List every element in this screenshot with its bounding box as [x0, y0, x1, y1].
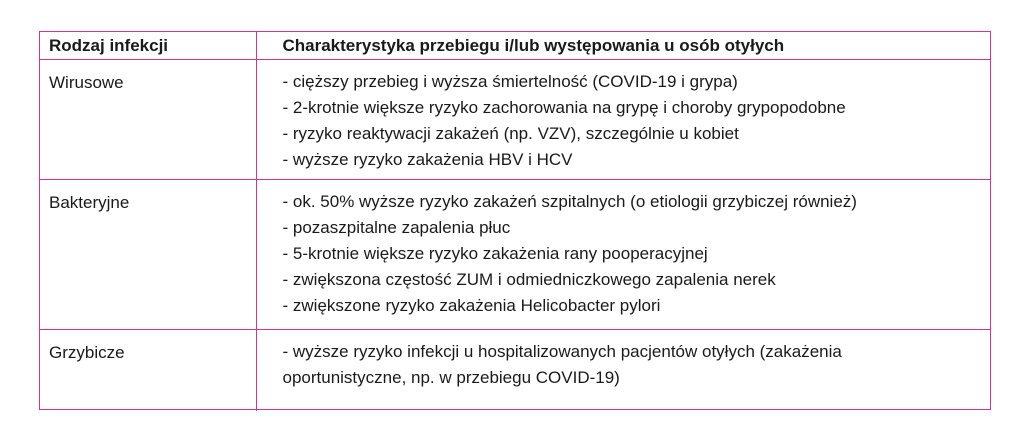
characteristic-line: - 2-krotnie większe ryzyko zachorowania na grypę i choroby grypopodobne — [282, 98, 846, 117]
characteristic-line: - ryzyko reaktywacji zakażeń (np. VZV), szczególnie u kobiet — [282, 124, 739, 143]
header-infection-type: Rodzaj infekcji — [49, 36, 169, 55]
infection-type-cell: Bakteryjne — [49, 193, 130, 212]
infection-type-cell: Grzybicze — [49, 343, 125, 362]
characteristic-line: - pozaszpitalne zapalenia płuc — [282, 218, 511, 237]
infections-table — [39, 31, 991, 410]
characteristics-cell — [256, 60, 990, 180]
characteristic-line: - 5-krotnie większe ryzyko zakażenia rany pooperacyjnej — [282, 244, 708, 263]
characteristic-line: - cięższy przebieg i wyższa śmiertelność (COVID-19 i grypa) — [282, 72, 738, 91]
characteristics-cell — [256, 330, 990, 411]
table-row-viral — [40, 60, 990, 180]
table-header-row — [40, 32, 990, 60]
header-characteristics: Charakterystyka przebiegu i/lub występowania u osób otyłych — [256, 32, 990, 60]
infections-table-grid — [40, 32, 990, 411]
table-row-fungal — [40, 330, 990, 411]
infection-type-cell: Wirusowe — [49, 73, 124, 92]
characteristics-cell — [256, 180, 990, 330]
characteristic-line: - wyższe ryzyko infekcji u hospitalizowanych pacjentów otyłych (zakażenia — [282, 342, 842, 361]
characteristic-line: oportunistyczne, np. w przebiegu COVID-19) — [282, 368, 620, 387]
characteristic-line: - zwiększona częstość ZUM i odmiedniczkowego zapalenia nerek — [282, 270, 776, 289]
characteristic-line: - wyższe ryzyko zakażenia HBV i HCV — [282, 150, 573, 169]
table-row-bacterial — [40, 180, 990, 330]
characteristic-line: - zwiększone ryzyko zakażenia Helicobacter pylori — [282, 296, 661, 315]
characteristic-line: - ok. 50% wyższe ryzyko zakażeń szpitalnych (o etiologii grzybiczej również) — [282, 192, 857, 211]
